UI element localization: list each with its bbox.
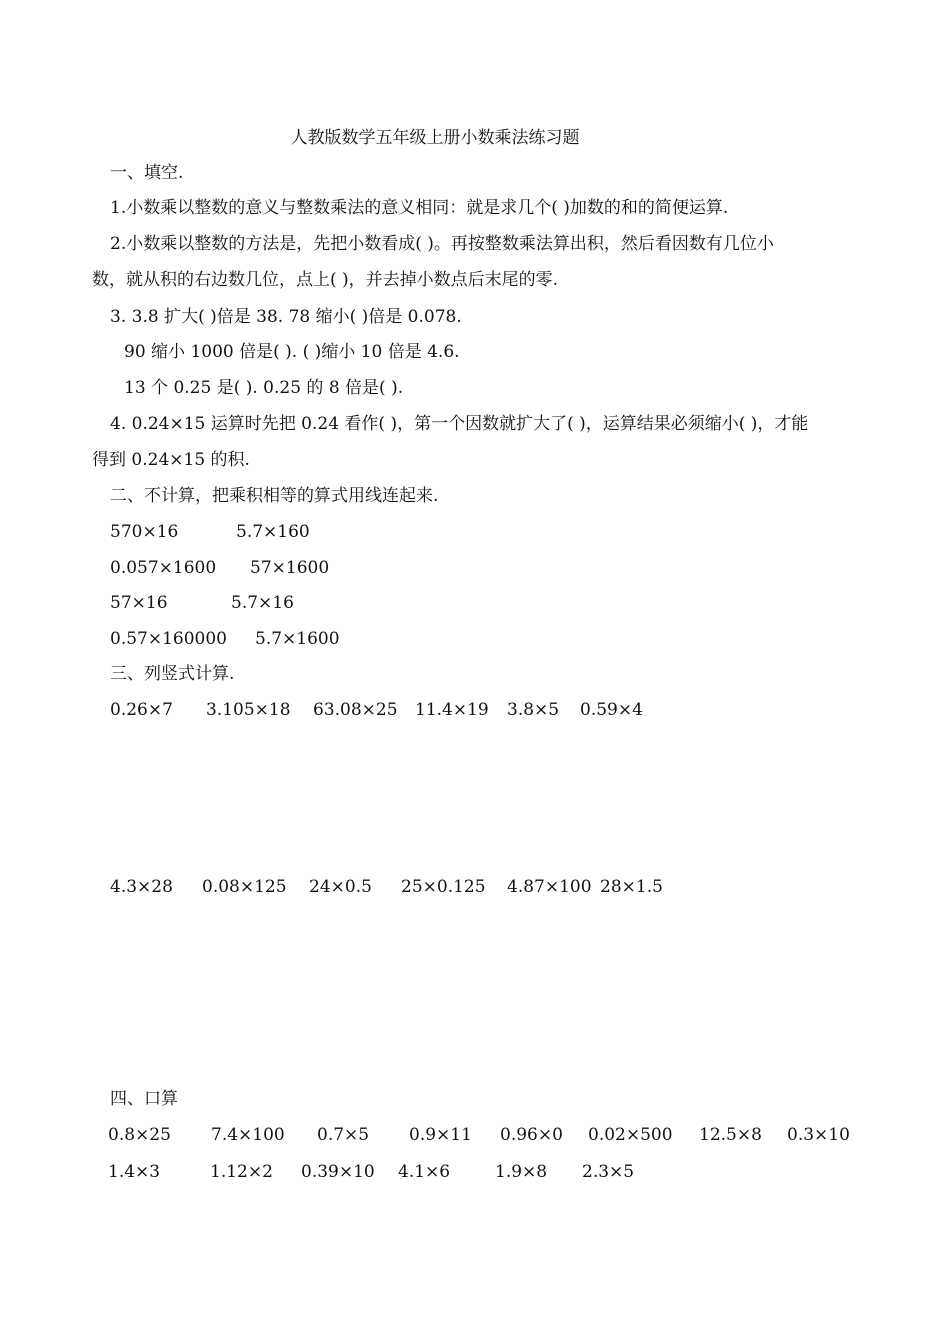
mental-math-item: 1.9×8 (495, 1162, 548, 1182)
mental-math-item: 0.39×10 (301, 1162, 375, 1182)
vertical-calc-item: 3.105×18 (206, 700, 291, 720)
match-left-item: 0.057×1600 (110, 558, 217, 578)
vertical-calc-item: 24×0.5 (309, 877, 372, 897)
question-1: 1.小数乘以整数的意义与整数乘法的意义相同：就是求几个( )加数的和的简便运算. (110, 198, 729, 218)
vertical-calc-item: 25×0.125 (401, 877, 486, 897)
match-right-item: 5.7×16 (231, 593, 294, 613)
question-3-line3: 13 个 0.25 是( ). 0.25 的 8 倍是( ). (124, 378, 404, 398)
match-right-item: 5.7×160 (236, 522, 310, 542)
vertical-calc-item: 0.59×4 (580, 700, 643, 720)
vertical-calc-item: 63.08×25 (313, 700, 398, 720)
section2-heading: 二、不计算，把乘积相等的算式用线连起来. (110, 486, 439, 506)
mental-math-item: 4.1×6 (398, 1162, 451, 1182)
vertical-calc-item: 4.3×28 (110, 877, 173, 897)
mental-math-item: 1.12×2 (210, 1162, 273, 1182)
vertical-calc-item: 4.87×100 (507, 877, 592, 897)
vertical-calc-item: 0.26×7 (110, 700, 173, 720)
section4-heading: 四、口算 (110, 1089, 178, 1109)
mental-math-item: 12.5×8 (699, 1125, 762, 1145)
section1-heading: 一、填空. (110, 163, 184, 183)
vertical-calc-item: 28×1.5 (600, 877, 663, 897)
mental-math-item: 0.02×500 (588, 1125, 673, 1145)
match-right-item: 5.7×1600 (255, 629, 340, 649)
section3-heading: 三、列竖式计算. (110, 664, 235, 684)
mental-math-item: 1.4×3 (108, 1162, 161, 1182)
question-4-line2: 得到 0.24×15 的积. (92, 450, 250, 470)
match-left-item: 0.57×160000 (110, 629, 227, 649)
question-2-line1: 2.小数乘以整数的方法是，先把小数看成( )。再按整数乘法算出积，然后看因数有几位小 (110, 234, 774, 254)
mental-math-item: 0.96×0 (500, 1125, 563, 1145)
mental-math-item: 0.7×5 (317, 1125, 370, 1145)
mental-math-item: 2.3×5 (582, 1162, 635, 1182)
question-2-line2: 数，就从积的右边数几位，点上( )，并去掉小数点后末尾的零. (92, 270, 559, 290)
match-right-item: 57×1600 (250, 558, 330, 578)
vertical-calc-item: 11.4×19 (415, 700, 489, 720)
question-4-line1: 4. 0.24×15 运算时先把 0.24 看作( )，第一个因数就扩大了( )，运算结果必须缩小( )，才能 (110, 414, 809, 434)
question-3-line2: 90 缩小 1000 倍是( ). ( )缩小 10 倍是 4.6. (124, 342, 460, 362)
page-title: 人教版数学五年级上册小数乘法练习题 (290, 128, 580, 148)
mental-math-item: 0.8×25 (108, 1125, 171, 1145)
match-left-item: 570×16 (110, 522, 179, 542)
vertical-calc-item: 0.08×125 (202, 877, 287, 897)
mental-math-item: 0.3×10 (787, 1125, 850, 1145)
question-3-line1: 3. 3.8 扩大( )倍是 38. 78 缩小( )倍是 0.078. (110, 307, 462, 327)
vertical-calc-item: 3.8×5 (507, 700, 560, 720)
mental-math-item: 7.4×100 (211, 1125, 285, 1145)
mental-math-item: 0.9×11 (409, 1125, 472, 1145)
match-left-item: 57×16 (110, 593, 168, 613)
